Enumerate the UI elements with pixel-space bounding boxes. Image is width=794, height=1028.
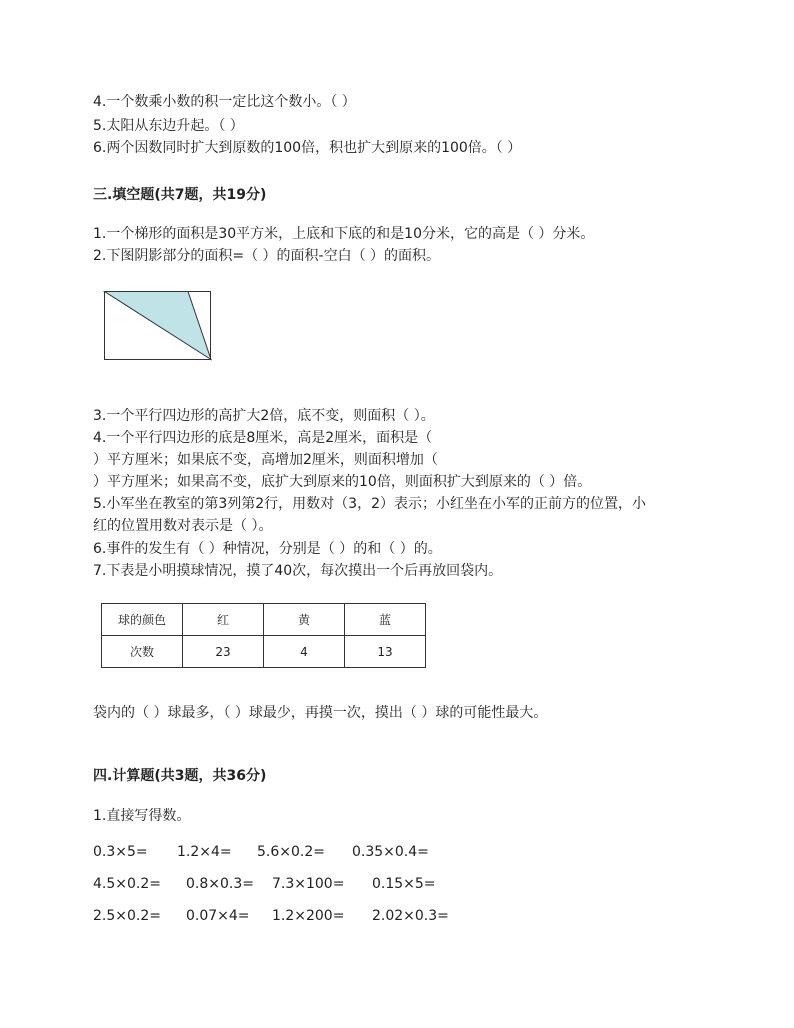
trapezoid-svg [103, 290, 215, 362]
fill-q3: 3.一个平行四边形的高扩大2倍，底不变，则面积（ ）。 [93, 408, 435, 424]
table-cell: 球的颜色 [102, 604, 183, 636]
table-row [102, 604, 426, 636]
fill-q1: 1.一个梯形的面积是30平方米，上底和下底的和是10分米，它的高是（ ）分米。 [93, 226, 595, 242]
section-heading-fill: 三.填空题(共7题，共19分) [93, 187, 267, 203]
ball-table [101, 603, 426, 668]
calc-item: 1.2×4= [177, 844, 232, 860]
calc-item: 0.35×0.4= [352, 844, 429, 860]
table-cell: 13 [345, 636, 426, 668]
fill-q7: 7.下表是小明摸球情况，摸了40次，每次摸出一个后再放回袋内。 [93, 563, 503, 579]
calc-item: 2.02×0.3= [372, 908, 449, 924]
calc-q1: 1.直接写得数。 [93, 808, 191, 824]
table-row [102, 636, 426, 668]
section-heading-calc: 四.计算题(共3题，共36分) [93, 768, 267, 784]
trapezoid-figure [103, 290, 215, 366]
fill-q2: 2.下图阴影部分的面积=（ ）的面积-空白（ ）的面积。 [93, 248, 441, 264]
fill-q5-line2: 红的位置用数对表示是（ ）。 [93, 518, 273, 534]
table-cell: 23 [183, 636, 264, 668]
calc-item: 4.5×0.2= [93, 876, 161, 892]
table-cell: 蓝 [345, 604, 426, 636]
calc-item: 0.07×4= [186, 908, 250, 924]
table-cell: 黄 [264, 604, 345, 636]
table-cell: 红 [183, 604, 264, 636]
calc-item: 2.5×0.2= [93, 908, 161, 924]
fill-q5-line1: 5.小军坐在教室的第3列第2行，用数对（3，2）表示；小红坐在小军的正前方的位置，小 [93, 496, 646, 512]
calc-item: 5.6×0.2= [257, 844, 325, 860]
fill-q7-after: 袋内的（ ）球最多，（ ）球最少，再摸一次，摸出（ ）球的可能性最大。 [93, 705, 548, 721]
fill-q4-line2: ）平方厘米；如果底不变，高增加2厘米，则面积增加（ [93, 452, 438, 468]
calc-item: 0.3×5= [93, 844, 148, 860]
fill-q4-line3: ）平方厘米；如果高不变，底扩大到原来的10倍，则面积扩大到原来的（ ）倍。 [93, 474, 592, 490]
fill-q4-line1: 4.一个平行四边形的底是8厘米，高是2厘米，面积是（ [93, 430, 433, 446]
judge-item-4: 4.一个数乘小数的积一定比这个数小。（ ） [93, 94, 356, 110]
fill-q6: 6.事件的发生有（ ）种情况，分别是（ ）的和（ ）的。 [93, 541, 442, 557]
calc-item: 0.8×0.3= [186, 876, 254, 892]
table-cell: 次数 [102, 636, 183, 668]
calc-item: 7.3×100= [272, 876, 345, 892]
table-cell: 4 [264, 636, 345, 668]
calc-item: 1.2×200= [272, 908, 345, 924]
judge-item-6: 6.两个因数同时扩大到原数的100倍，积也扩大到原来的100倍。（ ） [93, 140, 522, 156]
calc-item: 0.15×5= [372, 876, 436, 892]
judge-item-5: 5.太阳从东边升起。（ ） [93, 118, 244, 134]
